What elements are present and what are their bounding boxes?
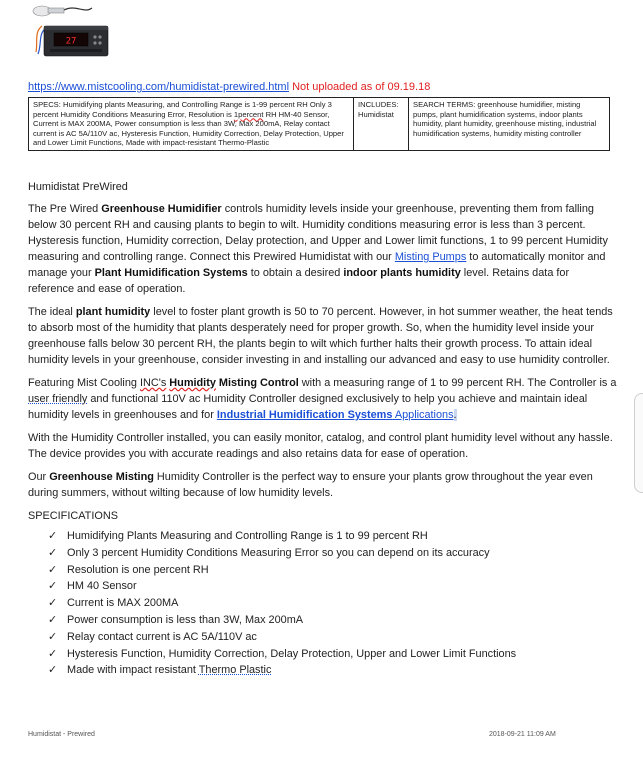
check-icon: ✓ [48, 563, 58, 576]
footer-timestamp: 2018-09-21 11:09 AM [489, 731, 556, 738]
check-icon: ✓ [48, 647, 58, 660]
paragraph-ideal-humidity: The ideal plant humidity level to foster plant growth is 50 to 70 percent. However, in hot summer weather, the heat tends to absorb most of the humidity that plants desperately need for proper growth. So, when the humidity level inside your greenhouse falls below 30 percent RH, the plants begin to wilt which further halts their growth process. To attain ideal humidity levels in your greenhouse, consider investing in and installing our advanced and easy to use humidity controller. [28, 306, 613, 366]
page-title: Humidistat PreWired [28, 181, 128, 193]
specs-cell: SPECS: Humidifying plants Measuring, and Controlling Range is 1-99 percent RH Only 3 percent Humidity Conditions Measuring Error, Resolution is 1percent RH HM-40 Sensor, Current is MAX 200MA, Power consumption is less than 3W, Max 200mA, Relay contact current is AC 5A/110V ac, Hysteresis Function, Humidity Correction, Delay Protection, Upper and Lower Limit Functions, Made with impact-resistant Thermo-Plastic [29, 98, 354, 151]
list-item: ✓ Relay contact current is AC 5A/110V ac [48, 629, 618, 646]
check-icon: ✓ [48, 530, 58, 542]
paragraph-features: Featuring Mist Cooling INC's Humidity Misting Control with a measuring range of 1 to 99 percent RH. The Controller is a user friendly and functional 110V ac Humidity Controller designed exclusively to help you achieve and maintain ideal humidity levels in greenhouses and for Industrial Humidification Systems Applications. [28, 377, 617, 421]
product-photo [28, 2, 122, 64]
misting-pumps-link[interactable]: Misting Pumps [394, 251, 467, 263]
list-item: ✓ Power consumption is less than 3W, Max 200mA [48, 612, 618, 629]
check-icon: ✓ [48, 597, 58, 610]
check-icon: ✓ [48, 580, 58, 593]
check-icon: ✓ [48, 613, 58, 626]
list-item: ✓ Humidifying Plants Measuring and Controlling Range is 1 to 99 percent RH [48, 528, 618, 545]
list-item: ✓ Hysteresis Function, Humidity Correction, Delay Protection, Upper and Lower Limit Functions [48, 646, 618, 663]
paragraph-monitoring: With the Humidity Controller installed, you can easily monitor, catalog, and control plant humidity level without any hassle. The device provides you with accurate readings and also retains data for ease of operation. [28, 432, 613, 460]
search-terms-cell: SEARCH TERMS: greenhouse humidifier, misting pumps, plant humidification systems, indoor plants humidity, plant humidity, greenhouse misting, industrial humidification systems, humidity misting controller [409, 98, 610, 151]
specs-table [28, 97, 610, 151]
source-link-line [28, 80, 430, 94]
specifications-list [28, 528, 618, 679]
check-icon: ✓ [48, 546, 58, 559]
list-item: ✓ Resolution is one percent RH [48, 562, 618, 579]
check-icon: ✓ [48, 630, 58, 643]
check-icon: ✓ [48, 664, 58, 677]
upload-status-note: Not uploaded as of 09.19.18 [289, 81, 431, 93]
list-item: ✓ HM 40 Sensor [48, 578, 618, 595]
svg-text:27: 27 [65, 36, 77, 47]
paragraph-greenhouse-misting: Our Greenhouse Misting Humidity Controller is the perfect way to ensure your plants grow throughout the year even during summers, without wilting because of low humidity levels. [28, 471, 593, 499]
document-body [28, 179, 618, 679]
side-panel-handle[interactable] [634, 393, 643, 493]
specifications-heading: SPECIFICATIONS [28, 510, 118, 522]
product-url-link[interactable]: https://www.mistcooling.com/humidistat-prewired.html [28, 81, 290, 93]
list-item: ✓ Only 3 percent Humidity Conditions Measuring Error so you can depend on its accuracy [48, 545, 618, 562]
industrial-humidification-link[interactable]: Industrial Humidification Systems [216, 409, 393, 421]
list-item: ✓ Made with impact resistant Thermo Plastic [48, 662, 618, 679]
paragraph-intro: The Pre Wired Greenhouse Humidifier controls humidity levels inside your greenhouse, preventing them from falling below 30 percent RH and causing plants to begin to wilt. Humidity conditions measuring error is less than 3 percent. Hysteresis function, Humidity correction, Delay protection, and Upper and Lower limit functions, 1 to 99 percent Humidity measuring and controlling range. Connect this Prewired Humidistat with our Misting Pumps to automatically monitor and manage your Plant Humidification Systems to obtain a desired indoor plants humidity level. Retains data for reference and ease of operation. [28, 203, 608, 295]
applications-link[interactable]: Applications [392, 409, 454, 421]
footer-document-name: Humidistat - Prewired [28, 731, 95, 738]
includes-cell: INCLUDES: Humidistat [354, 98, 409, 151]
list-item: ✓ Current is MAX 200MA [48, 595, 618, 612]
